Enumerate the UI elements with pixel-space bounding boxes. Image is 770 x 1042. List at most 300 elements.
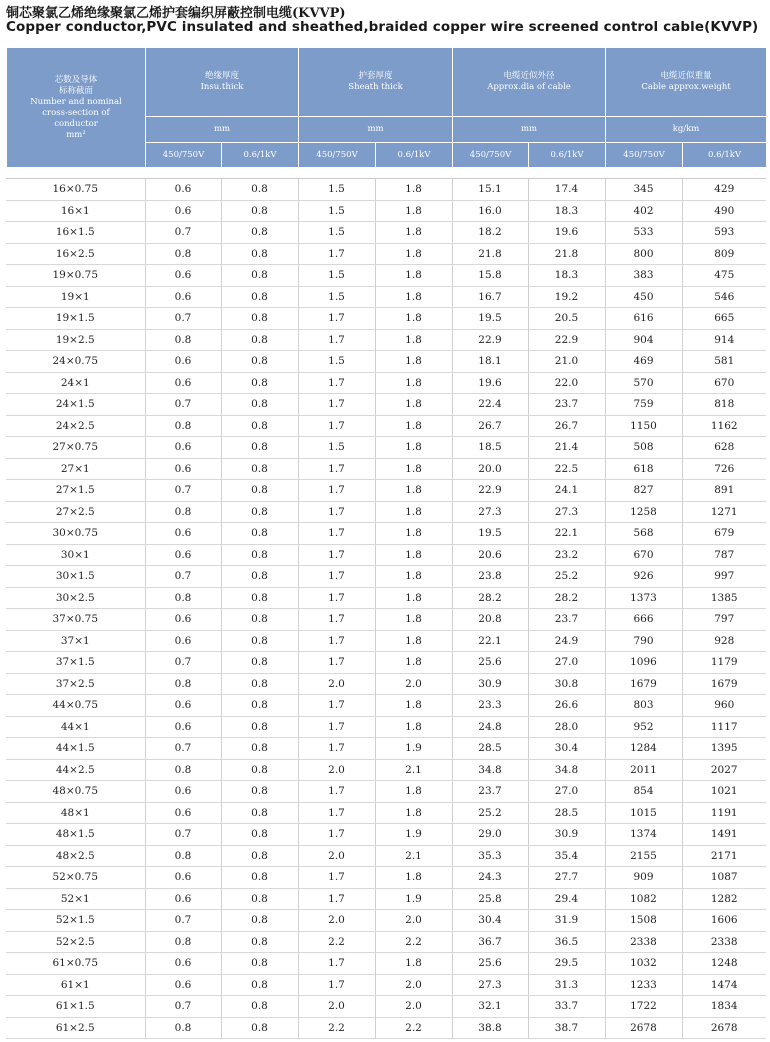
table-cell: 23.7 (452, 781, 528, 803)
table-cell: 19.2 (528, 286, 605, 308)
table-cell: 18.5 (452, 437, 528, 459)
table-cell: 2.0 (298, 673, 375, 695)
table-cell: 0.6 (145, 630, 221, 652)
table-cell: 1162 (682, 415, 766, 437)
table-cell: 0.8 (221, 781, 298, 803)
table-cell: 803 (605, 695, 682, 717)
table-cell: 1117 (682, 716, 766, 738)
table-cell: 2.2 (375, 931, 452, 953)
table-cell: 0.8 (221, 910, 298, 932)
table-cell: 1508 (605, 910, 682, 932)
table-cell: 34.8 (452, 759, 528, 781)
table-row (6, 179, 766, 201)
table-cell: 1474 (682, 974, 766, 996)
table-cell: 0.6 (145, 286, 221, 308)
table-cell: 1491 (682, 824, 766, 846)
table-cell: 27×1.5 (6, 480, 145, 502)
table-cell: 1.7 (298, 738, 375, 760)
table-row (6, 824, 766, 846)
table-cell: 759 (605, 394, 682, 416)
table-cell: 15.1 (452, 179, 528, 201)
table-cell: 0.8 (221, 372, 298, 394)
table-cell: 16×2.5 (6, 243, 145, 265)
table-cell: 22.1 (452, 630, 528, 652)
table-cell: 0.6 (145, 867, 221, 889)
table-cell: 48×1 (6, 802, 145, 824)
table-cell: 24.9 (528, 630, 605, 652)
table-row (6, 888, 766, 910)
table-row (6, 566, 766, 588)
table-row (6, 630, 766, 652)
data-table (6, 178, 766, 1039)
table-cell: 1.9 (375, 738, 452, 760)
table-cell: 450 (605, 286, 682, 308)
table-cell: 402 (605, 200, 682, 222)
table-cell: 1.5 (298, 437, 375, 459)
table-cell: 0.8 (221, 351, 298, 373)
table-cell: 1395 (682, 738, 766, 760)
table-cell: 1373 (605, 587, 682, 609)
table-cell: 1.7 (298, 974, 375, 996)
table-cell: 2.0 (298, 910, 375, 932)
table-cell: 21.8 (452, 243, 528, 265)
table-row (6, 587, 766, 609)
table-row (6, 759, 766, 781)
table-cell: 0.7 (145, 652, 221, 674)
table-cell: 52×0.75 (6, 867, 145, 889)
table-cell: 28.0 (528, 716, 605, 738)
table-row (6, 329, 766, 351)
table-cell: 1374 (605, 824, 682, 846)
table-cell: 1284 (605, 738, 682, 760)
table-cell: 52×2.5 (6, 931, 145, 953)
voltage-label: 450/750V (299, 143, 376, 168)
table-cell: 926 (605, 566, 682, 588)
table-cell: 0.6 (145, 523, 221, 545)
table-cell: 1679 (605, 673, 682, 695)
table-cell: 960 (682, 695, 766, 717)
table-cell: 383 (605, 265, 682, 287)
voltage-label: 450/750V (606, 143, 683, 168)
table-cell: 1032 (605, 953, 682, 975)
table-row (6, 523, 766, 545)
table-cell: 1021 (682, 781, 766, 803)
table-cell: 24×1 (6, 372, 145, 394)
table-row (6, 695, 766, 717)
table-cell: 0.8 (221, 458, 298, 480)
table-cell: 23.2 (528, 544, 605, 566)
table-cell: 1.7 (298, 523, 375, 545)
table-cell: 20.6 (452, 544, 528, 566)
table-cell: 22.4 (452, 394, 528, 416)
table-cell: 29.0 (452, 824, 528, 846)
table-cell: 25.2 (452, 802, 528, 824)
table-cell: 0.8 (221, 673, 298, 695)
unit-insu: mm (146, 117, 299, 143)
table-cell: 1.7 (298, 695, 375, 717)
table-cell: 1271 (682, 501, 766, 523)
table-cell: 1.5 (298, 179, 375, 201)
table-cell: 1679 (682, 673, 766, 695)
table-cell: 29.4 (528, 888, 605, 910)
table-cell: 0.8 (221, 695, 298, 717)
table-cell: 34.8 (528, 759, 605, 781)
table-cell: 1.8 (375, 437, 452, 459)
table-cell: 27.3 (452, 974, 528, 996)
table-cell: 914 (682, 329, 766, 351)
table-cell: 30×1 (6, 544, 145, 566)
table-cell: 2.0 (375, 974, 452, 996)
table-cell: 48×0.75 (6, 781, 145, 803)
table-cell: 2.2 (298, 1017, 375, 1039)
table-cell: 0.6 (145, 609, 221, 631)
table-cell: 21.8 (528, 243, 605, 265)
table-cell: 800 (605, 243, 682, 265)
table-cell: 1282 (682, 888, 766, 910)
table-cell: 666 (605, 609, 682, 631)
table-cell: 35.4 (528, 845, 605, 867)
table-cell: 1.7 (298, 308, 375, 330)
table-cell: 1.7 (298, 566, 375, 588)
table-cell: 2027 (682, 759, 766, 781)
table-cell: 2.0 (298, 845, 375, 867)
header-insu-thick: 绝缘厚度 Insu.thick (146, 48, 299, 117)
table-row (6, 802, 766, 824)
table-cell: 0.8 (221, 566, 298, 588)
table-cell: 0.7 (145, 308, 221, 330)
table-cell: 18.3 (528, 265, 605, 287)
table-cell: 25.6 (452, 652, 528, 674)
table-cell: 1.7 (298, 329, 375, 351)
table-cell: 0.7 (145, 566, 221, 588)
table-cell: 16×1 (6, 200, 145, 222)
table-cell: 1.8 (375, 867, 452, 889)
table-cell: 1.8 (375, 243, 452, 265)
table-row (6, 394, 766, 416)
table-cell: 1.8 (375, 716, 452, 738)
table-cell: 0.8 (221, 996, 298, 1018)
table-cell: 818 (682, 394, 766, 416)
table-row (6, 265, 766, 287)
table-cell: 27.0 (528, 781, 605, 803)
table-cell: 1.8 (375, 351, 452, 373)
table-cell: 28.5 (528, 802, 605, 824)
table-cell: 1.8 (375, 458, 452, 480)
table-cell: 2.1 (375, 845, 452, 867)
table-cell: 0.8 (221, 501, 298, 523)
table-cell: 27×2.5 (6, 501, 145, 523)
table-cell: 0.8 (221, 415, 298, 437)
table-cell: 1.8 (375, 308, 452, 330)
table-row (6, 286, 766, 308)
table-cell: 61×1 (6, 974, 145, 996)
table-cell: 18.3 (528, 200, 605, 222)
table-row (6, 458, 766, 480)
table-cell: 0.6 (145, 974, 221, 996)
table-cell: 1385 (682, 587, 766, 609)
table-row (6, 222, 766, 244)
table-cell: 44×0.75 (6, 695, 145, 717)
table-cell: 31.3 (528, 974, 605, 996)
table-cell: 1.7 (298, 630, 375, 652)
table-cell: 628 (682, 437, 766, 459)
table-cell: 20.5 (528, 308, 605, 330)
table-cell: 2678 (605, 1017, 682, 1039)
table-cell: 22.5 (528, 458, 605, 480)
table-cell: 1.7 (298, 415, 375, 437)
table-cell: 0.6 (145, 179, 221, 201)
table-cell: 0.8 (221, 802, 298, 824)
table-cell: 30.8 (528, 673, 605, 695)
table-cell: 2.0 (298, 759, 375, 781)
table-cell: 0.8 (221, 523, 298, 545)
table-cell: 0.6 (145, 695, 221, 717)
table-cell: 19.6 (528, 222, 605, 244)
table-cell: 1.8 (375, 523, 452, 545)
table-row (6, 738, 766, 760)
table-cell: 1.5 (298, 286, 375, 308)
table-cell: 19×1.5 (6, 308, 145, 330)
table-cell: 15.8 (452, 265, 528, 287)
unit-sheath: mm (299, 117, 453, 143)
table-row (6, 652, 766, 674)
table-cell: 1258 (605, 501, 682, 523)
table-cell: 0.7 (145, 222, 221, 244)
table-cell: 19×0.75 (6, 265, 145, 287)
table-cell: 1.7 (298, 394, 375, 416)
header-sheath-thick: 护套厚度 Sheath thick (299, 48, 453, 117)
table-cell: 0.8 (221, 974, 298, 996)
table-cell: 581 (682, 351, 766, 373)
table-cell: 1.8 (375, 652, 452, 674)
table-cell: 1.8 (375, 372, 452, 394)
table-cell: 2.0 (375, 673, 452, 695)
table-cell: 0.8 (145, 845, 221, 867)
table-cell: 1.9 (375, 824, 452, 846)
table-cell: 854 (605, 781, 682, 803)
table-cell: 30×1.5 (6, 566, 145, 588)
table-cell: 31.9 (528, 910, 605, 932)
table-cell: 1.7 (298, 802, 375, 824)
table-cell: 909 (605, 867, 682, 889)
table-cell: 38.7 (528, 1017, 605, 1039)
voltage-label: 0.6/1kV (376, 143, 453, 168)
table-cell: 1722 (605, 996, 682, 1018)
table-cell: 787 (682, 544, 766, 566)
table-cell: 28.5 (452, 738, 528, 760)
table-cell: 0.8 (221, 652, 298, 674)
table-row (6, 480, 766, 502)
table-cell: 0.6 (145, 544, 221, 566)
table-cell: 0.8 (221, 286, 298, 308)
table-cell: 1.7 (298, 501, 375, 523)
table-cell: 568 (605, 523, 682, 545)
table-cell: 26.7 (452, 415, 528, 437)
table-cell: 1.8 (375, 200, 452, 222)
table-cell: 0.7 (145, 824, 221, 846)
table-cell: 0.8 (221, 222, 298, 244)
table-cell: 27×1 (6, 458, 145, 480)
table-cell: 22.9 (528, 329, 605, 351)
table-cell: 429 (682, 179, 766, 201)
table-cell: 44×1 (6, 716, 145, 738)
table-row (6, 609, 766, 631)
table-cell: 0.8 (221, 544, 298, 566)
table-cell: 0.7 (145, 480, 221, 502)
table-cell: 0.6 (145, 458, 221, 480)
table-cell: 1.7 (298, 458, 375, 480)
table-cell: 997 (682, 566, 766, 588)
table-cell: 1191 (682, 802, 766, 824)
table-cell: 0.8 (145, 931, 221, 953)
table-cell: 679 (682, 523, 766, 545)
table-cell: 35.3 (452, 845, 528, 867)
table-cell: 0.8 (221, 716, 298, 738)
table-row (6, 953, 766, 975)
table-cell: 1.5 (298, 222, 375, 244)
table-cell: 1087 (682, 867, 766, 889)
table-cell: 16.0 (452, 200, 528, 222)
table-row (6, 910, 766, 932)
table-cell: 2338 (605, 931, 682, 953)
table-cell: 37×1 (6, 630, 145, 652)
table-cell: 30.9 (528, 824, 605, 846)
table-cell: 1606 (682, 910, 766, 932)
table-row (6, 845, 766, 867)
table-cell: 1.5 (298, 351, 375, 373)
table-cell: 1.8 (375, 415, 452, 437)
table-cell: 1.8 (375, 222, 452, 244)
table-cell: 0.6 (145, 265, 221, 287)
table-cell: 1.7 (298, 609, 375, 631)
table-row (6, 996, 766, 1018)
table-cell: 16.7 (452, 286, 528, 308)
table-cell: 827 (605, 480, 682, 502)
table-cell: 27.0 (528, 652, 605, 674)
table-cell: 2.2 (375, 1017, 452, 1039)
table-row (6, 351, 766, 373)
table-cell: 1.7 (298, 372, 375, 394)
table-cell: 1.8 (375, 609, 452, 631)
table-cell: 0.8 (221, 200, 298, 222)
table-cell: 22.0 (528, 372, 605, 394)
table-cell: 25.2 (528, 566, 605, 588)
table-cell: 0.6 (145, 372, 221, 394)
table-cell: 0.8 (221, 437, 298, 459)
table-row (6, 372, 766, 394)
table-cell: 0.8 (221, 931, 298, 953)
table-cell: 1179 (682, 652, 766, 674)
table-cell: 1.7 (298, 888, 375, 910)
table-cell: 0.7 (145, 394, 221, 416)
table-cell: 30.4 (528, 738, 605, 760)
table-cell: 44×1.5 (6, 738, 145, 760)
table-cell: 0.7 (145, 910, 221, 932)
table-row (6, 673, 766, 695)
table-cell: 0.8 (221, 243, 298, 265)
table-cell: 16×0.75 (6, 179, 145, 201)
table-cell: 0.8 (221, 587, 298, 609)
table-cell: 30×2.5 (6, 587, 145, 609)
table-cell: 0.8 (221, 179, 298, 201)
table-cell: 61×2.5 (6, 1017, 145, 1039)
table-cell: 19×1 (6, 286, 145, 308)
table-cell: 29.5 (528, 953, 605, 975)
table-cell: 19.5 (452, 308, 528, 330)
table-cell: 2.2 (298, 931, 375, 953)
table-cell: 0.8 (145, 243, 221, 265)
table-cell: 23.7 (528, 394, 605, 416)
table-cell: 0.8 (221, 867, 298, 889)
table-cell: 18.1 (452, 351, 528, 373)
table-cell: 52×1 (6, 888, 145, 910)
table-cell: 508 (605, 437, 682, 459)
page-title-en: Copper conductor,PVC insulated and sheathed,braided copper wire screened control cable(KVVP) (6, 19, 759, 35)
table-cell: 1.7 (298, 243, 375, 265)
table-cell: 670 (605, 544, 682, 566)
table-header (6, 47, 767, 168)
table-cell: 37×2.5 (6, 673, 145, 695)
table-cell: 345 (605, 179, 682, 201)
table-cell: 1.8 (375, 695, 452, 717)
table-cell: 1.8 (375, 265, 452, 287)
table-cell: 24.3 (452, 867, 528, 889)
table-cell: 2.0 (375, 910, 452, 932)
table-cell: 0.6 (145, 802, 221, 824)
table-cell: 0.8 (221, 845, 298, 867)
table-cell: 0.8 (221, 953, 298, 975)
table-cell: 616 (605, 308, 682, 330)
table-cell: 670 (682, 372, 766, 394)
table-cell: 36.7 (452, 931, 528, 953)
table-cell: 1.5 (298, 265, 375, 287)
table-cell: 726 (682, 458, 766, 480)
table-cell: 26.6 (528, 695, 605, 717)
table-cell: 20.0 (452, 458, 528, 480)
header-approx-weight: 电缆近似重量 Cable approx.weight (606, 48, 767, 117)
table-cell: 0.8 (221, 480, 298, 502)
table-cell: 928 (682, 630, 766, 652)
table-cell: 1.7 (298, 652, 375, 674)
table-cell: 27.3 (452, 501, 528, 523)
table-row (6, 243, 766, 265)
table-cell: 1.7 (298, 867, 375, 889)
table-row (6, 716, 766, 738)
table-cell: 24×2.5 (6, 415, 145, 437)
table-cell: 952 (605, 716, 682, 738)
table-cell: 2011 (605, 759, 682, 781)
table-row (6, 931, 766, 953)
table-cell: 1.8 (375, 501, 452, 523)
table-cell: 61×0.75 (6, 953, 145, 975)
table-cell: 1.7 (298, 544, 375, 566)
table-cell: 0.6 (145, 200, 221, 222)
table-cell: 891 (682, 480, 766, 502)
table-cell: 27.7 (528, 867, 605, 889)
table-cell: 0.8 (221, 329, 298, 351)
voltage-label: 450/750V (453, 143, 529, 168)
voltage-label: 0.6/1kV (529, 143, 606, 168)
table-cell: 0.8 (221, 759, 298, 781)
table-cell: 23.8 (452, 566, 528, 588)
table-cell: 1.7 (298, 587, 375, 609)
voltage-label: 0.6/1kV (683, 143, 767, 168)
table-cell: 1.9 (375, 888, 452, 910)
table-cell: 2.1 (375, 759, 452, 781)
table-cell: 24×1.5 (6, 394, 145, 416)
table-cell: 1248 (682, 953, 766, 975)
table-cell: 1.7 (298, 480, 375, 502)
